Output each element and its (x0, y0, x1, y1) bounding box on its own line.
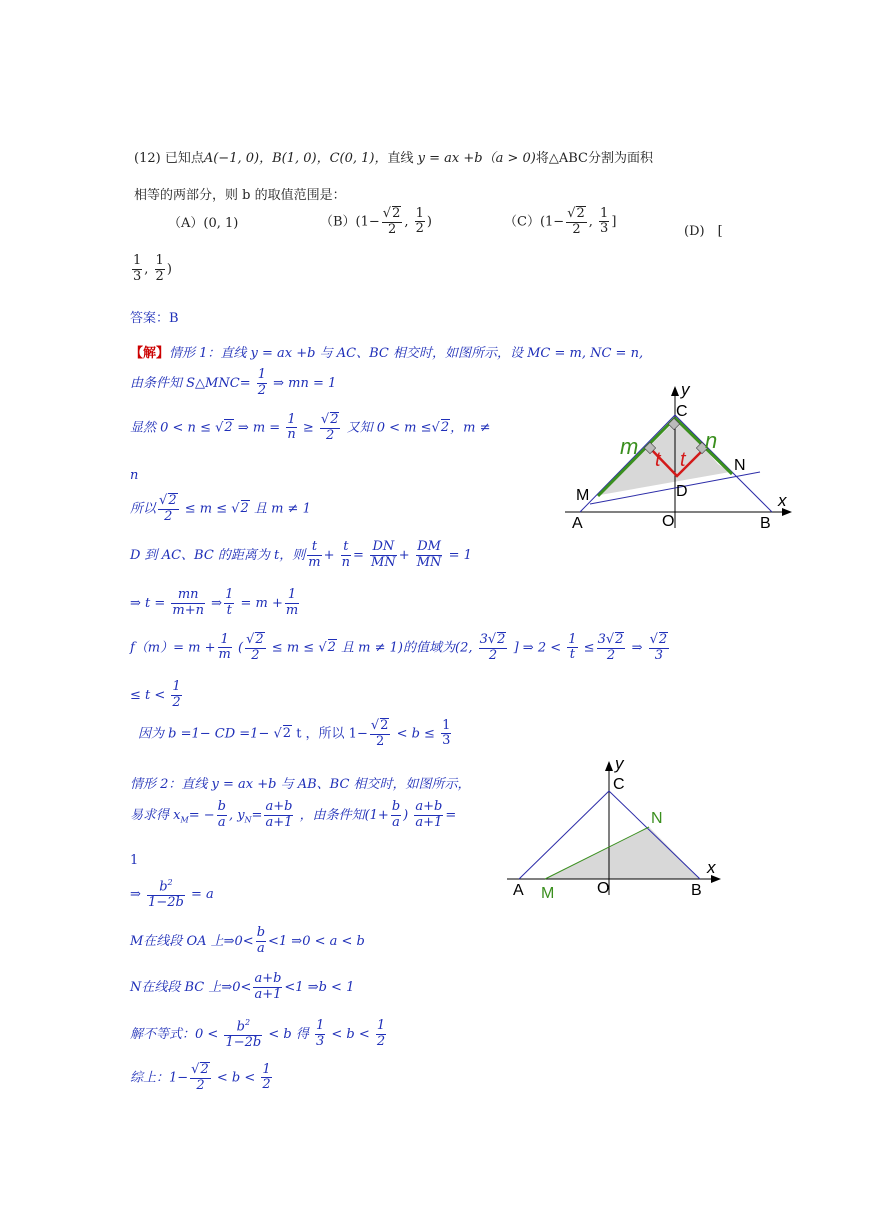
option-d-cont: $\frac{1}{3}$ , $\frac{1}{2}$ ) (133, 253, 172, 284)
sol-line-5: 所以 $\frac{√2}{2}$ ≤ m ≤ √2 且 m ≠ 1 (130, 493, 311, 524)
label-t-right: t (680, 449, 686, 471)
sol-line-3: 显然 0 < n ≤ √2 ⇒ m = $\frac{1}{n}$ ≥ $\frac{√2}{2}$ 又知 0 < m ≤√2，m ≠ (130, 411, 491, 443)
label-d: D (676, 483, 688, 500)
label-t-left: t (655, 449, 661, 471)
label-x: x (778, 491, 787, 510)
case2-heading: 情形 2：直线 y = ax +b 与 AB、BC 相交时，如图所示， (130, 777, 471, 792)
sol-line-2: 由条件知 S△MNC= $\frac{1}{2}$ ⇒ mn = 1 (130, 367, 337, 398)
sol-line-18: 综上：1− $\frac{√2}{2}$ < b < $\frac{1}{2}$ (130, 1061, 271, 1093)
label-y: y (615, 755, 624, 773)
label-o: O (597, 880, 610, 897)
option-d: (D) [ (684, 224, 723, 239)
case1-heading: 【解】情形 1：直线 y = ax +b 与 AC、BC 相交时，如图所示，设 MC = m, NC = n, (130, 346, 644, 361)
label-a: A (513, 882, 524, 899)
sol-line-10: 因为 b =1− CD =1− √2 t ，所以 1− $\frac{√2}{2}$ < b ≤ $\frac{1}{3}$ (138, 717, 451, 749)
sol-line-6: D 到 AC、BC 的距离为 t，则 $\frac{t}{m}$ + $\frac{t}{n}$ = $\frac{DN}{MN}$ + $\frac{DM}{MN}$ = 1 (130, 539, 472, 570)
label-n-point: N (734, 457, 746, 474)
sol-line-15: M在线段 OA 上⇒0< $\frac{b}{a}$ <1 ⇒0 < a < b (130, 925, 365, 956)
label-n: n (705, 428, 718, 453)
label-m-point: M (576, 487, 590, 504)
label-b: B (760, 515, 771, 532)
figure-2 (505, 755, 735, 905)
label-m: m (620, 434, 639, 459)
label-y: y (681, 380, 690, 399)
problem-number: (12) (134, 151, 161, 166)
option-b: （B）(1− $\frac{√2}{2}$ , $\frac{1}{2}$ ) (320, 205, 432, 237)
problem-line-1: (12) 已知点A(−1, 0)，B(1, 0)，C(0, 1)，直线 y = ax +b（a > 0)将△ABC分割为面积 (134, 151, 653, 166)
label-o: O (662, 513, 675, 530)
sol-line-17: 解不等式：0 < $\frac{b^2}{1-2b}$ < b 得 $\frac{1}{3}$ < b < $\frac{1}{2}$ (130, 1018, 386, 1051)
sol-line-7: ⇒ t = $\frac{mn}{m+n}$ ⇒ $\frac{1}{t}$ = m + $\frac{1}{m}$ (130, 587, 299, 618)
problem-line-2: 相等的两部分，则 b 的取值范围是： (134, 188, 346, 203)
option-a: （A）(0, 1) (168, 216, 239, 231)
sol-line-4: n (130, 468, 139, 483)
sol-line-12: 易求得 $x_M=$ − $\frac{b}{a}$ , $y_N=$ $\frac{a+b}{a+1}$ ，由条件知(1+ $\frac{b}{a}$ ) $\frac{a+b}{a+1}$ = (130, 799, 457, 830)
figure-1 (560, 380, 800, 535)
sol-line-16: N在线段 BC 上⇒0< $\frac{a+b}{a+1}$ <1 ⇒b < 1 (130, 971, 355, 1002)
sol-line-8: f（m）= m + $\frac{1}{m}$ ( $\frac{√2}{2}$ ≤ m ≤ √2 且 m ≠ 1)的值域为(2, $\frac{3√2}{2}$ ] ⇒ 2 < $\frac{1}{t}$ ≤ $\frac{3√2}{2}$ ⇒ $\frac{√2}{3}$ (130, 631, 668, 663)
label-n-point: N (651, 810, 663, 827)
answer: 答案：B (130, 311, 179, 326)
sol-line-13: 1 (130, 853, 139, 868)
sol-line-14: ⇒ $\frac{b^2}{1-2b}$ = a (130, 878, 214, 911)
sol-line-9: ≤ t < $\frac{1}{2}$ (130, 679, 181, 710)
label-x: x (707, 858, 716, 877)
option-c: （C）(1− $\frac{√2}{2}$ , $\frac{1}{3}$ ] (504, 205, 617, 237)
shaded-region (545, 827, 700, 879)
label-b: B (691, 882, 702, 899)
options-row (168, 212, 238, 231)
label-a: A (572, 515, 583, 532)
label-c: C (676, 403, 688, 420)
label-c: C (613, 776, 625, 793)
label-m-point: M (541, 885, 555, 902)
